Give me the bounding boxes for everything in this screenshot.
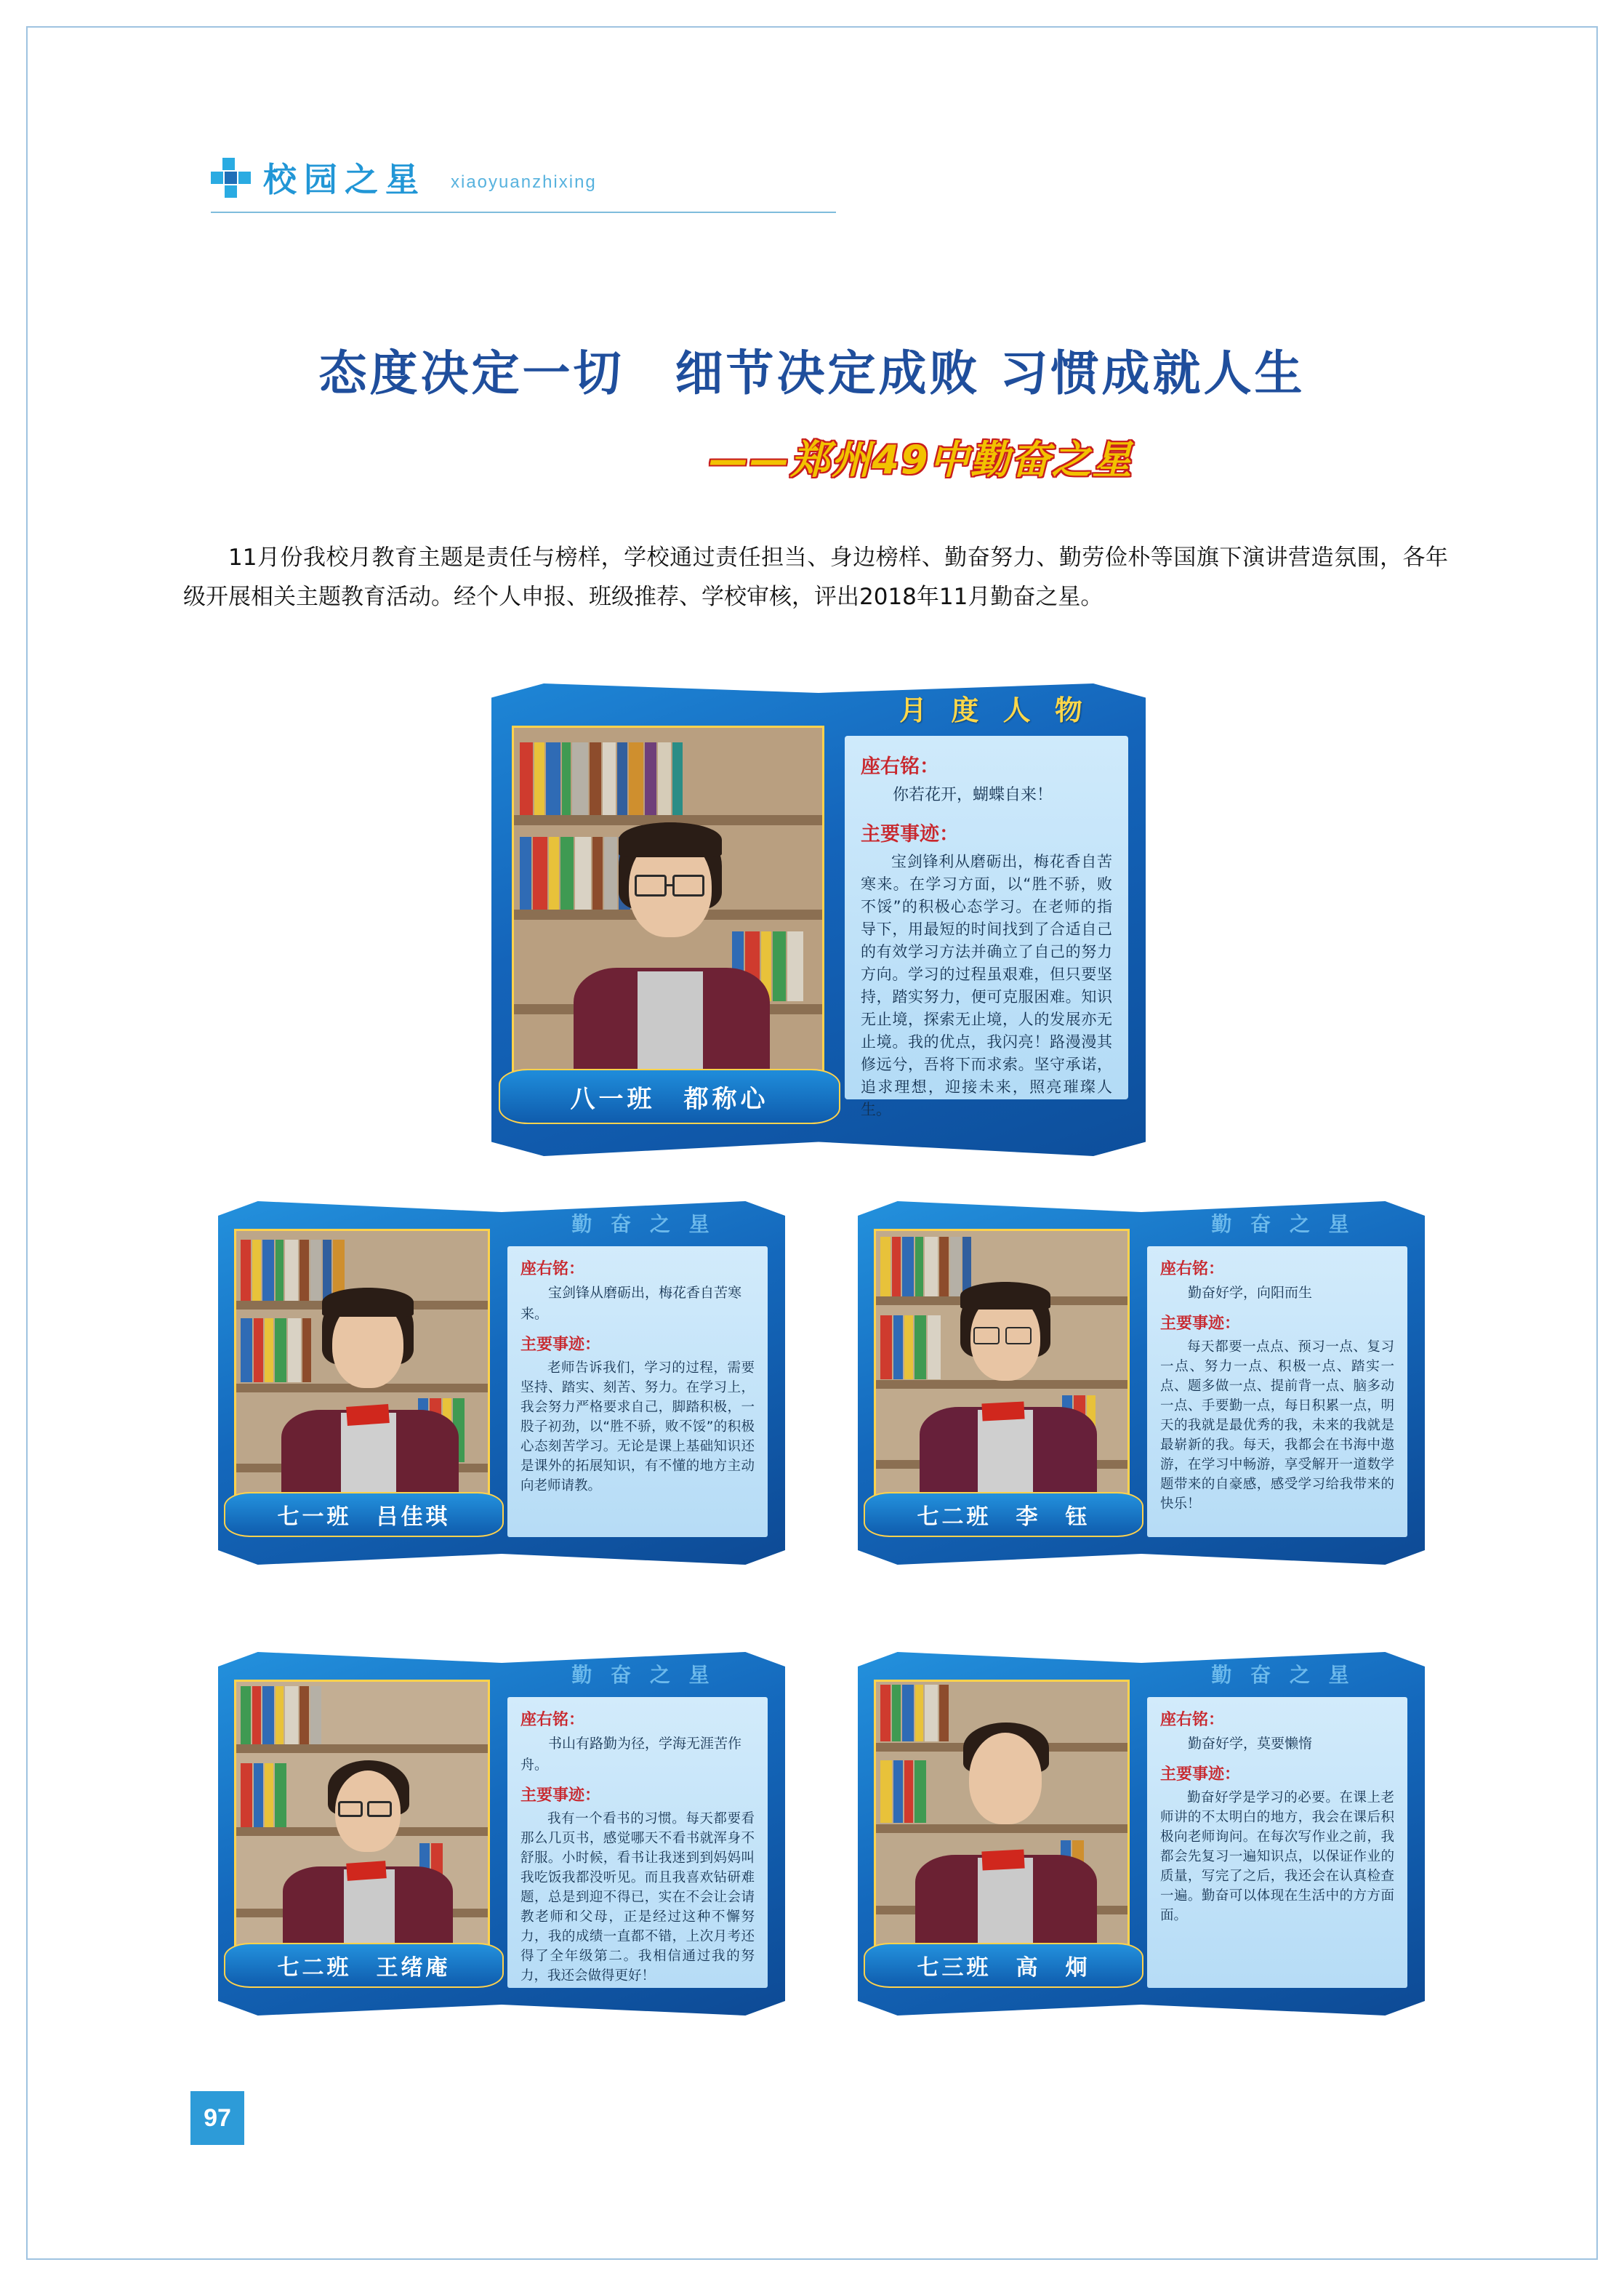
page-subtitle-wrap xyxy=(0,429,1624,485)
card-text-panel-4 xyxy=(1147,1697,1407,1988)
star-label-3: 勤 奋 之 星 xyxy=(571,1663,715,1687)
card-deeds-text-2: 每天都要一点点、预习一点、复习一点、努力一点、积极一点、踏实一点、题多做一点、提前背一点、脑多动一点、手要勤一点，每日积累一点，明天的我就是最优秀的我，未来的我就是最崭新的我。每天，我都会在书海中遨游，在学习中畅游，享受解开一道数学题带来的自豪感，感受学习给我带来的快乐！ xyxy=(1160,1339,1394,1512)
student-card-2 xyxy=(858,1201,1425,1565)
feature-motto-text: 你若花开，蝴蝶自来！ xyxy=(893,786,1053,804)
student-name-ribbon-3: 七二班 王绪庵 xyxy=(224,1943,504,1988)
card-text-panel-1 xyxy=(507,1246,768,1537)
motto-label: 座右铭： xyxy=(1160,1711,1225,1729)
header-brand-pinyin: xiaoyuanzhixing xyxy=(451,172,597,192)
student-card-4 xyxy=(858,1652,1425,2016)
motto-label: 座右铭： xyxy=(520,1711,585,1729)
student-photo-3 xyxy=(234,1680,490,1970)
motto-label: 座右铭： xyxy=(1160,1260,1225,1278)
card-motto-text-4: 勤奋好学，莫要懒惰 xyxy=(1188,1736,1313,1752)
deeds-label: 主要事迹： xyxy=(1160,1315,1241,1333)
student-name-ribbon-2: 七二班 李 钰 xyxy=(864,1492,1143,1537)
feature-name-ribbon: 八一班 都称心 xyxy=(499,1069,840,1124)
card-motto-text-2: 勤奋好学，向阳而生 xyxy=(1188,1285,1313,1301)
star-label-4: 勤 奋 之 星 xyxy=(1211,1663,1355,1687)
logo-squares-icon xyxy=(211,158,252,198)
motto-label: 座右铭： xyxy=(520,1260,585,1278)
card-motto-text-1: 宝剑锋从磨砺出，梅花香自苦寒来。 xyxy=(520,1285,742,1322)
student-photo-1 xyxy=(234,1229,490,1520)
page-subtitle: ——郑州49中勤奋之星 xyxy=(709,437,1133,483)
star-label-2: 勤 奋 之 星 xyxy=(1211,1212,1355,1236)
deeds-label: 主要事迹： xyxy=(861,823,959,846)
feature-deeds-text: 宝剑锋利从磨砺出，梅花香自苦寒来。在学习方面，以“胜不骄，败不馁”的积极心态学习。在老师的指导下，用最短的时间找到了合适自己的有效学习方法并确立了自己的努力方向。学习的过程虽艰难，但只要坚持，踏实努力，便可克服困难。知识无止境，探索无止境，人的发展亦无止境。我的优点，我闪亮！路漫漫其修远兮，吾将下而求索。坚守承诺，追求理想，迎接未来，照亮璀璨人生。 xyxy=(861,853,1112,1118)
header-brand-cn: 校园之星 xyxy=(263,160,426,199)
page-number: 97 xyxy=(190,2091,244,2145)
feature-card xyxy=(491,683,1146,1156)
student-name-ribbon-4: 七三班 高 炯 xyxy=(864,1943,1143,1988)
feature-text-panel xyxy=(845,736,1128,1118)
student-name-ribbon-1: 七一班 吕佳琪 xyxy=(224,1492,504,1537)
page-title: 态度决定一切 细节决定成败 习惯成就人生 xyxy=(318,345,1306,401)
card-text-panel-2 xyxy=(1147,1246,1407,1537)
section-header xyxy=(211,149,836,213)
deeds-label: 主要事迹： xyxy=(520,1786,601,1805)
student-photo-4 xyxy=(874,1680,1130,1970)
motto-label: 座右铭： xyxy=(861,755,939,778)
student-card-3 xyxy=(218,1652,785,2016)
deeds-label: 主要事迹： xyxy=(520,1336,601,1354)
card-text-panel-3 xyxy=(507,1697,768,1988)
feature-student-photo xyxy=(512,726,824,1111)
card-deeds-text-3: 我有一个看书的习惯。每天都要看那么几页书，感觉哪天不看书就浑身不舒服。小时候，看书让我迷到到妈妈叫我吃饭我都没听见。而且我喜欢钻研难题，总是到迎不得已，实在不会让会请教老师和父母，正是经过这种不懈努力，我的成绩一直都不错，上次月考还得了全年级第二。我相信通过我的努力，我还会做得更好！ xyxy=(520,1811,755,1984)
star-label-1: 勤 奋 之 星 xyxy=(571,1212,715,1236)
card-deeds-text-4: 勤奋好学是学习的必要。在课上老师讲的不太明白的地方，我会在课后积极向老师询问。在每次写作业之前，我都会先复习一遍知识点，以保证作业的质量，写完了之后，我还会在认真检查一遍。勤奋可以体现在生活中的方方面面。 xyxy=(1160,1790,1394,1923)
monthly-person-label: 月 度 人 物 xyxy=(899,694,1090,726)
card-deeds-text-1: 老师告诉我们，学习的过程，需要坚持、踏实、刻苦、努力。在学习上，我会努力严格要求自己，脚踏积极，一股子初劲，以“胜不骄，败不馁”的积极心态刻苦学习。无论是课上基础知识还是课外的拓展知识，有不懂的地方主动向老师请教。 xyxy=(520,1360,755,1493)
student-card-1 xyxy=(218,1201,785,1565)
header-divider xyxy=(211,212,836,213)
deeds-label: 主要事迹： xyxy=(1160,1765,1241,1784)
intro-paragraph: 11月份我校月教育主题是责任与榜样，学校通过责任担当、身边榜样、勤奋努力、勤劳俭朴等国旗下演讲营造氛围，各年级开展相关主题教育活动。经个人申报、班级推荐、学校审核，评出2018年11月勤奋之星。 xyxy=(183,545,1448,610)
student-photo-2 xyxy=(874,1229,1130,1520)
card-motto-text-3: 书山有路勤为径，学海无涯苦作舟。 xyxy=(520,1736,742,1773)
